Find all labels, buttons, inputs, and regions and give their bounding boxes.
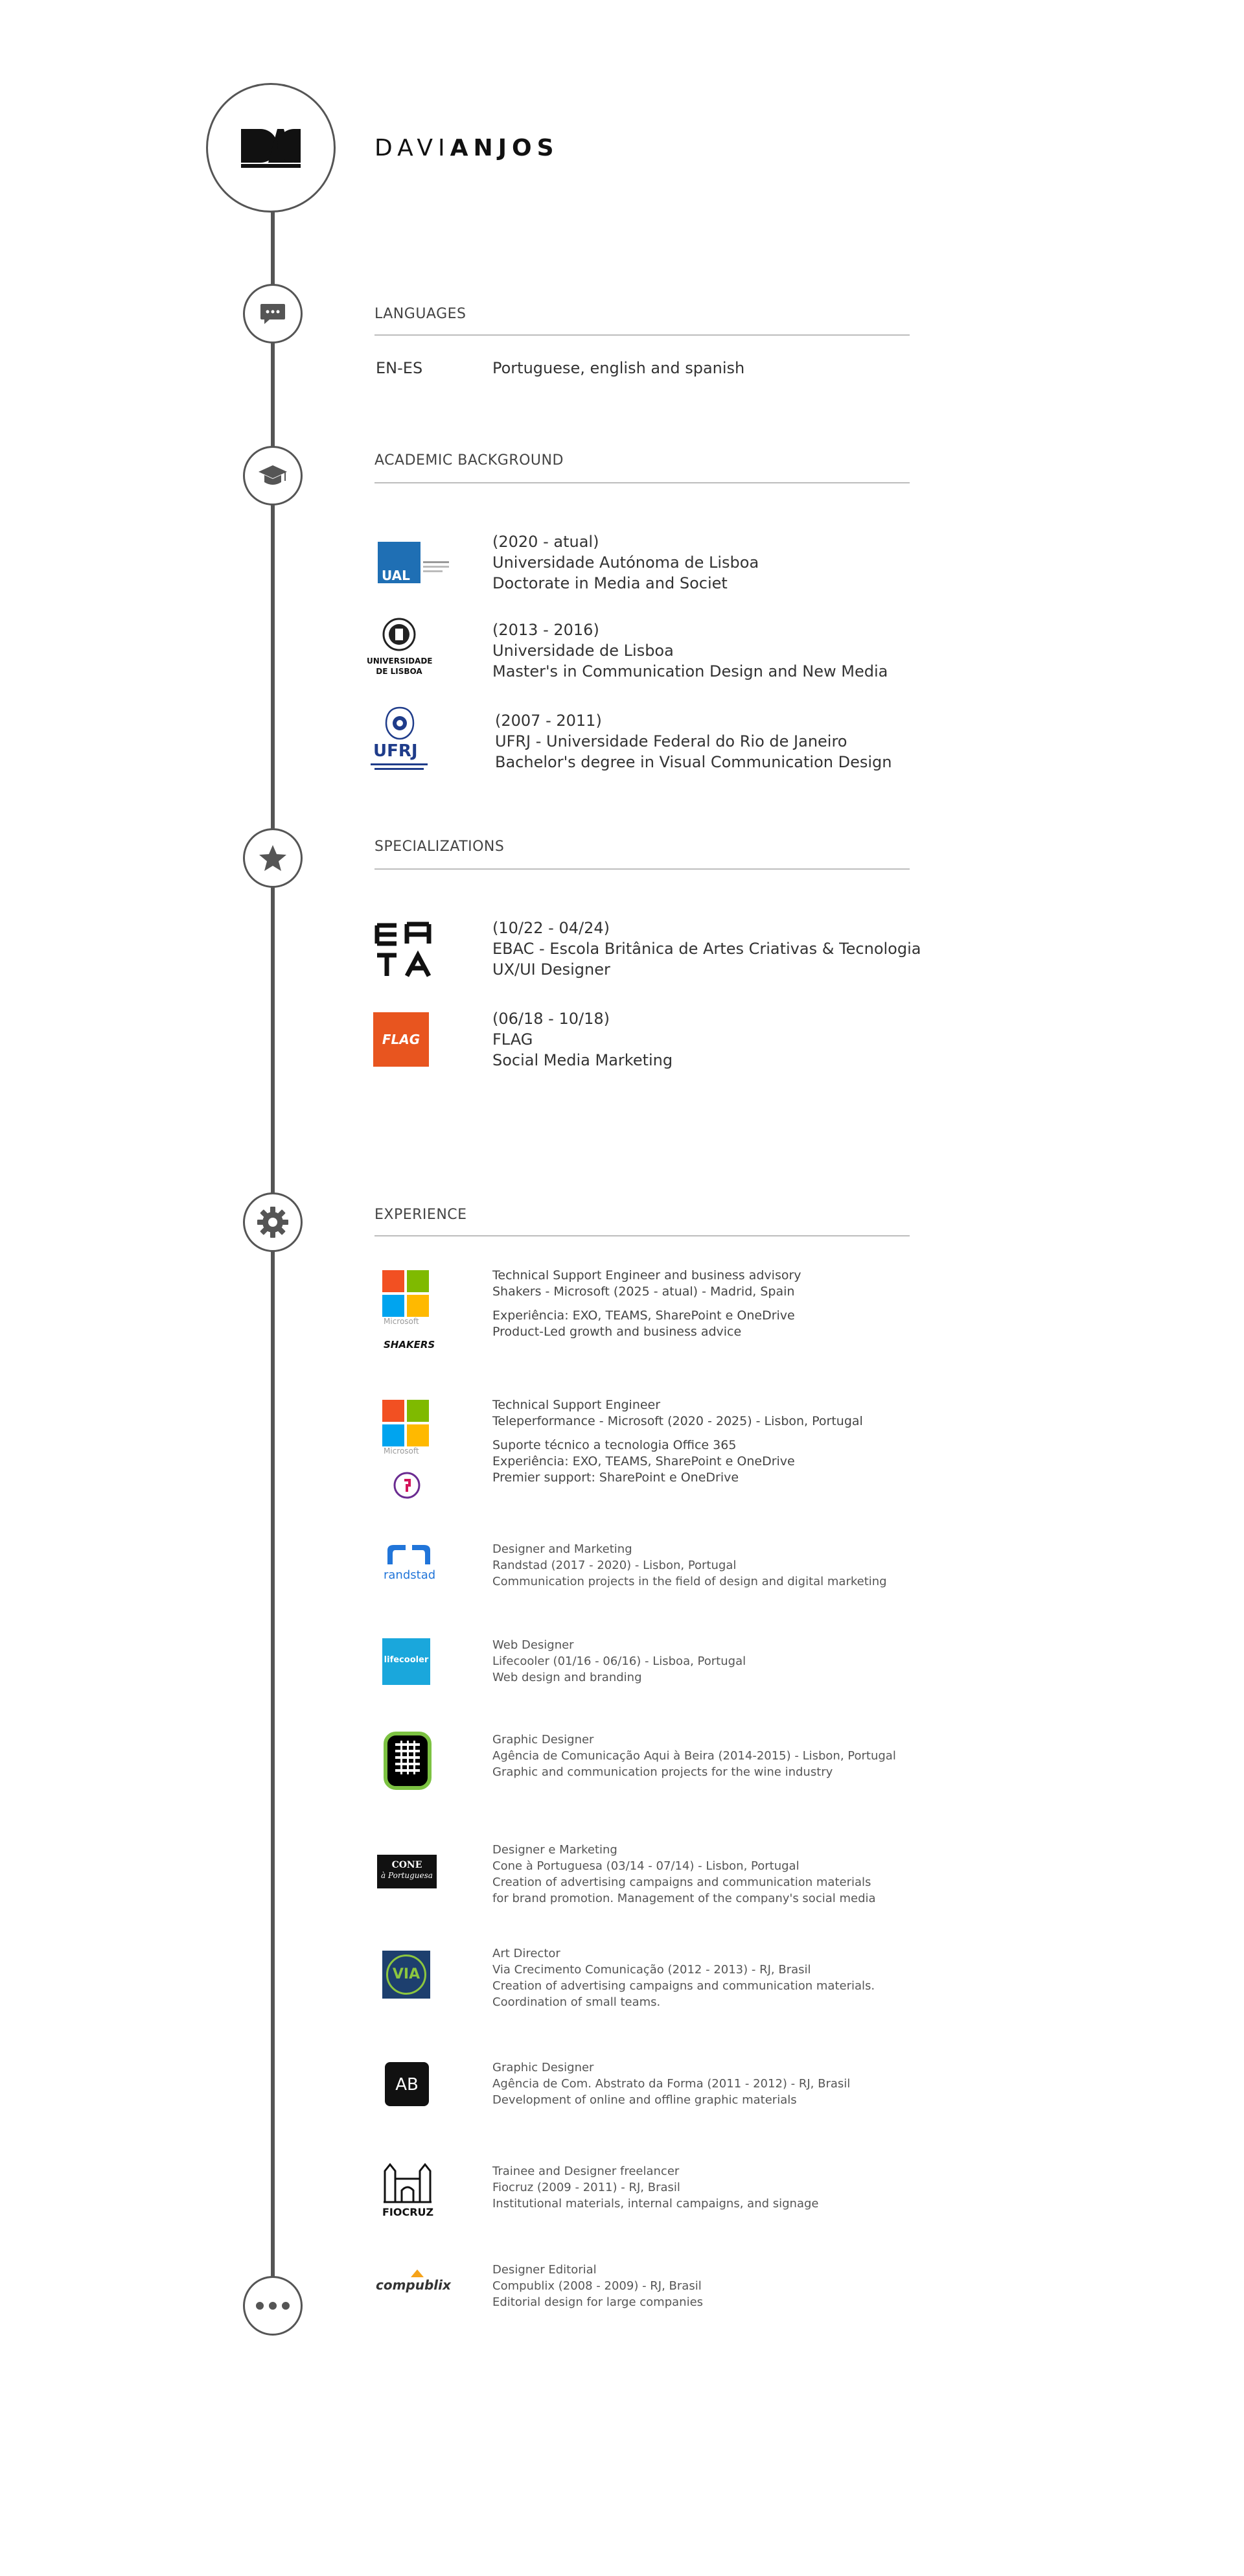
- last-name: ANJOS: [450, 135, 559, 161]
- experience-company: Randstad (2017 - 2020) - Lisbon, Portugal: [492, 1559, 737, 1572]
- experience-company: Cone à Portuguesa (03/14 - 07/14) - Lisbon, Portugal: [492, 1859, 800, 1873]
- flag-logo: FLAG: [373, 1012, 429, 1067]
- section-title-experience: EXPERIENCE: [374, 1207, 467, 1223]
- experience-role: Designer and Marketing: [492, 1542, 632, 1556]
- via-logo: VIA: [382, 1951, 430, 1999]
- more-dots-icon: [255, 2301, 291, 2310]
- language-code: EN-ES: [376, 359, 423, 377]
- chat-bubble-icon: [259, 301, 286, 326]
- shakers-logo: SHAKERS: [384, 1339, 435, 1351]
- experience-company: Lifecooler (01/16 - 06/16) - Lisboa, Portugal: [492, 1654, 746, 1668]
- experience-role: Web Designer: [492, 1638, 574, 1652]
- language-list: Portuguese, english and spanish: [492, 359, 745, 377]
- microsoft-logo: [382, 1400, 429, 1446]
- randstad-logo: randstad: [384, 1568, 436, 1582]
- academic-degree: Master's in Communication Design and New Media: [492, 662, 888, 680]
- lifecooler-logo: lifecooler: [382, 1638, 430, 1685]
- compublix-logo: compublix: [376, 2277, 451, 2293]
- gear-icon: [256, 1205, 290, 1239]
- academic-school: Universidade de Lisboa: [492, 642, 674, 660]
- specialization-period: (10/22 - 04/24): [492, 919, 610, 937]
- experience-detail: Graphic and communication projects for the wine industry: [492, 1765, 833, 1779]
- ebac-logo: [374, 922, 432, 979]
- teleperformance-logo: [393, 1471, 421, 1500]
- specializations-node: [243, 828, 303, 888]
- experience-detail: Creation of advertising campaigns and communication materials: [492, 1875, 871, 1889]
- experience-company: Agência de Com. Abstrato da Forma (2011 - 2012) - RJ, Brasil: [492, 2077, 851, 2091]
- section-title-languages: LANGUAGES: [374, 306, 466, 322]
- experience-role: Art Director: [492, 1947, 560, 1960]
- specialization-school: EBAC - Escola Britânica de Artes Criativas & Tecnologia: [492, 940, 921, 958]
- experience-role: Graphic Designer: [492, 1733, 594, 1746]
- ulisboa-seal-icon: [382, 617, 416, 652]
- experience-node: [243, 1192, 303, 1252]
- ulisboa-logo: UNIVERSIDADE DE LISBOA: [367, 617, 432, 682]
- experience-company: Teleperformance - Microsoft (2020 - 2025) - Lisbon, Portugal: [492, 1414, 863, 1428]
- experience-detail: Web design and branding: [492, 1671, 642, 1684]
- more-node[interactable]: [243, 2276, 303, 2336]
- experience-role: Designer e Marketing: [492, 1843, 617, 1857]
- specialization-period: (06/18 - 10/18): [492, 1010, 610, 1028]
- academic-school: UFRJ - Universidade Federal do Rio de Janeiro: [495, 732, 847, 750]
- section-divider: [374, 482, 910, 483]
- randstad-icon: [385, 1542, 433, 1566]
- ual-logo: UAL: [378, 542, 450, 583]
- fiocruz-building-icon: [382, 2159, 433, 2205]
- experience-detail: Communication projects in the field of design and digital marketing: [492, 1575, 887, 1588]
- experience-detail: Suporte técnico a tecnologia Office 365: [492, 1438, 737, 1452]
- section-divider: [374, 868, 910, 870]
- first-name: DAVI: [374, 135, 450, 161]
- aqui-a-beira-logo: [384, 1732, 432, 1790]
- fiocruz-logo: FIOCRUZ: [382, 2206, 434, 2218]
- page-title: [374, 135, 559, 161]
- experience-role: Designer Editorial: [492, 2263, 597, 2277]
- experience-detail: Institutional materials, internal campaigns, and signage: [492, 2197, 819, 2210]
- abstrato-da-forma-logo: AB: [385, 2062, 429, 2106]
- section-divider: [374, 334, 910, 336]
- da-monogram-logo: [238, 125, 303, 170]
- cone-a-portuguesa-logo: CONE à Portuguesa: [377, 1855, 437, 1888]
- experience-detail: Coordination of small teams.: [492, 1995, 661, 2009]
- languages-node: [243, 284, 303, 343]
- experience-detail: Editorial design for large companies: [492, 2295, 704, 2309]
- profile-logo-node: [206, 83, 336, 213]
- experience-company: Compublix (2008 - 2009) - RJ, Brasil: [492, 2279, 702, 2293]
- microsoft-wordmark: Microsoft: [384, 1446, 419, 1456]
- graduation-cap-icon: [257, 463, 288, 489]
- specialization-school: FLAG: [492, 1030, 533, 1049]
- section-title-academic: ACADEMIC BACKGROUND: [374, 452, 564, 469]
- experience-detail: Experiência: EXO, TEAMS, SharePoint e OneDrive: [492, 1308, 795, 1323]
- experience-company: Fiocruz (2009 - 2011) - RJ, Brasil: [492, 2181, 680, 2194]
- experience-detail: Product-Led growth and business advice: [492, 1325, 742, 1339]
- experience-detail: Creation of advertising campaigns and communication materials.: [492, 1979, 875, 1993]
- experience-role: Trainee and Designer freelancer: [492, 2164, 680, 2178]
- academic-school: Universidade Autónoma de Lisboa: [492, 553, 759, 572]
- microsoft-logo: [382, 1270, 429, 1317]
- experience-detail: Experiência: EXO, TEAMS, SharePoint e OneDrive: [492, 1454, 795, 1468]
- experience-company: Agência de Comunicação Aqui à Beira (2014-2015) - Lisbon, Portugal: [492, 1749, 896, 1763]
- experience-detail: Premier support: SharePoint e OneDrive: [492, 1470, 739, 1485]
- academic-period: (2007 - 2011): [495, 712, 602, 730]
- section-title-specializations: SPECIALIZATIONS: [374, 839, 505, 855]
- experience-detail: Development of online and offline graphic materials: [492, 2093, 797, 2107]
- specialization-course: UX/UI Designer: [492, 960, 610, 979]
- section-divider: [374, 1235, 910, 1236]
- experience-detail: for brand promotion. Management of the company's social media: [492, 1892, 876, 1905]
- academic-period: (2013 - 2016): [492, 621, 599, 639]
- experience-role: Technical Support Engineer and business advisory: [492, 1268, 801, 1282]
- star-icon: [258, 844, 288, 872]
- academic-degree: Doctorate in Media and Societ: [492, 574, 728, 592]
- specialization-course: Social Media Marketing: [492, 1051, 673, 1069]
- experience-company: Via Crecimento Comunicação (2012 - 2013) - RJ, Brasil: [492, 1963, 811, 1977]
- microsoft-wordmark: Microsoft: [384, 1317, 419, 1326]
- academic-node: [243, 446, 303, 505]
- ufrj-emblem-icon: [385, 706, 415, 740]
- ufrj-logo: UFRJ: [367, 706, 432, 778]
- academic-degree: Bachelor's degree in Visual Communication Design: [495, 753, 892, 771]
- academic-period: (2020 - atual): [492, 533, 599, 551]
- experience-role: Technical Support Engineer: [492, 1398, 661, 1412]
- experience-role: Graphic Designer: [492, 2061, 594, 2074]
- experience-company: Shakers - Microsoft (2025 - atual) - Madrid, Spain: [492, 1284, 795, 1299]
